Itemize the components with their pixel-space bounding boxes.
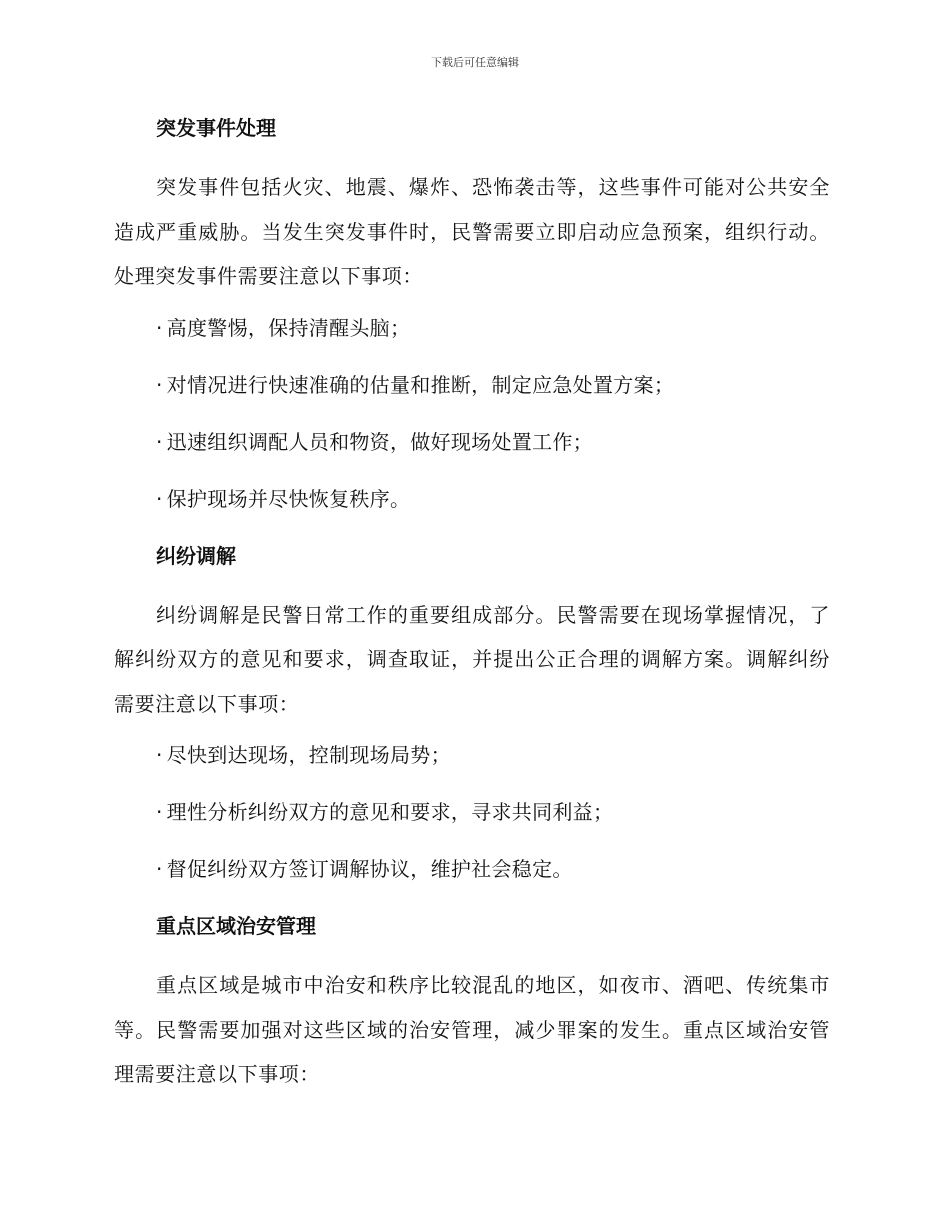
bullet-dot-icon: · xyxy=(156,429,163,454)
bullet-item xyxy=(114,796,830,828)
bullet-dot-icon: · xyxy=(156,315,163,340)
bullet-item xyxy=(114,739,830,771)
bullet-item xyxy=(114,369,830,401)
bullet-text: 迅速组织调配人员和物资，做好现场处置工作； xyxy=(166,429,593,454)
section-heading: 重点区域治安管理 xyxy=(156,914,316,938)
bullet-dot-icon: · xyxy=(156,486,163,511)
section-paragraph: 突发事件包括火灾、地震、爆炸、恐怖袭击等，这些事件可能对公共安全造成严重威胁。当发生突发事件时，民警需要立即启动应急预案，组织行动。处理突发事件需要注意以下事项： xyxy=(114,175,830,288)
section-heading: 突发事件处理 xyxy=(156,116,276,140)
bullet-item xyxy=(114,312,830,344)
bullet-dot-icon: · xyxy=(156,800,163,824)
bullet-text: 对情况进行快速准确的估量和推断，制定应急处置方案； xyxy=(166,372,675,397)
bullet-dot-icon: · xyxy=(156,372,163,397)
bullet-text: 理性分析纠纷双方的意见和要求，寻求共同利益； xyxy=(166,800,614,824)
page-header: 下载后可任意编辑 xyxy=(431,56,519,69)
bullet-text: 督促纠纷双方签订调解协议，维护社会稳定。 xyxy=(166,857,573,881)
bullet-dot-icon: · xyxy=(156,857,163,881)
section-heading: 纠纷调解 xyxy=(156,543,236,568)
document-body xyxy=(114,112,830,1110)
bullet-text: 尽快到达现场，控制现场局势； xyxy=(166,743,451,767)
bullet-item xyxy=(114,426,830,458)
section-paragraph: 纠纷调解是民警日常工作的重要组成部分。民警需要在现场掌握情况，了解纠纷双方的意见和要求，调查取证，并提出公正合理的调解方案。调解纠纷需要注意以下事项： xyxy=(114,602,830,716)
bullet-item xyxy=(114,853,830,885)
section-paragraph: 重点区域是城市中治安和秩序比较混乱的地区，如夜市、酒吧、传统集市等。民警需要加强对这些区域的治安管理，减少罪案的发生。重点区域治安管理需要注意以下事项： xyxy=(114,973,830,1086)
bullet-item xyxy=(114,483,830,515)
bullet-text: 高度警惕，保持清醒头脑； xyxy=(166,315,411,340)
bullet-text: 保护现场并尽快恢复秩序。 xyxy=(166,486,411,511)
bullet-dot-icon: · xyxy=(156,743,163,767)
